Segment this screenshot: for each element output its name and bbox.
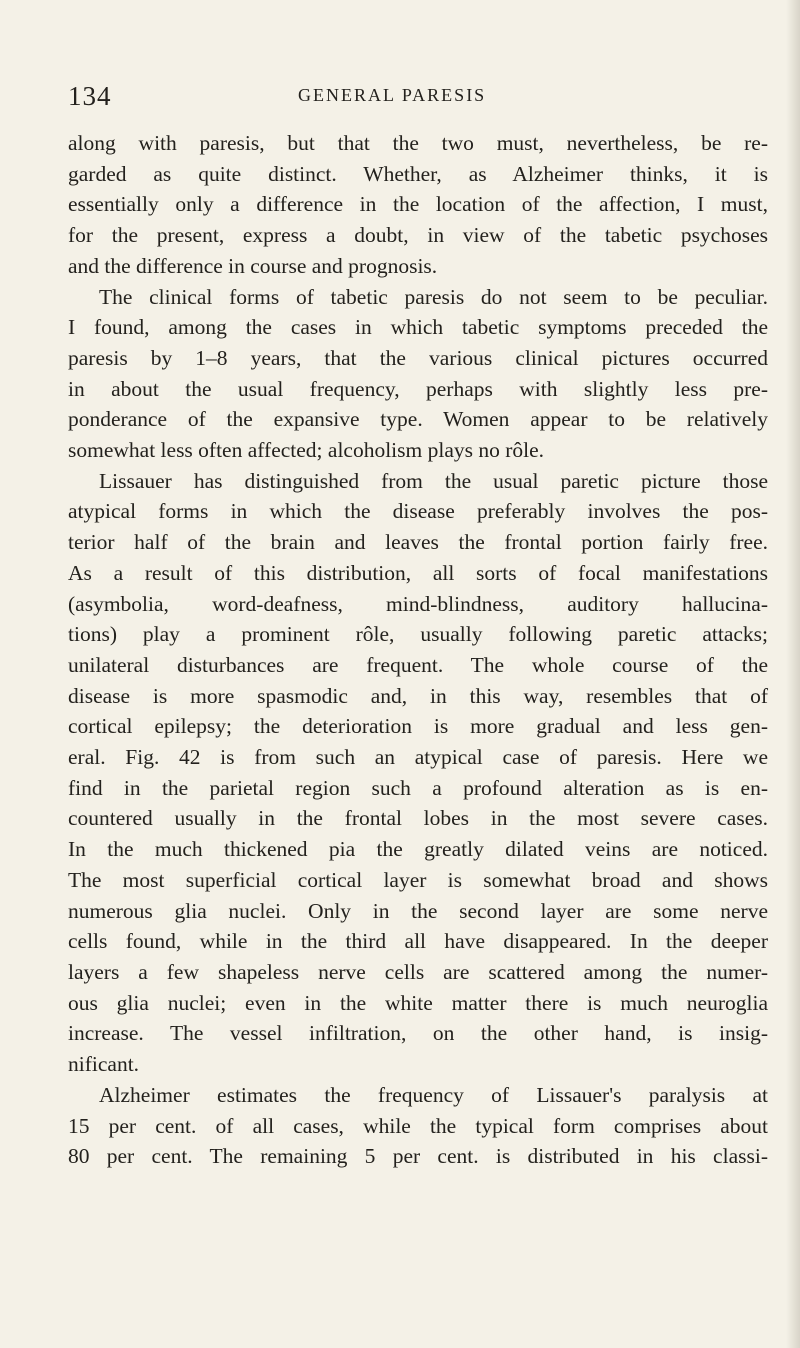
text-line: essentially only a difference in the location of the affection, I must, bbox=[68, 192, 768, 217]
text-line: The clinical forms of tabetic paresis do not seem to be peculiar. bbox=[99, 284, 768, 309]
text-line: atypical forms in which the disease preferably involves the pos- bbox=[68, 499, 768, 524]
text-line: I found, among the cases in which tabetic symptoms preceded the bbox=[68, 315, 768, 340]
text-line: countered usually in the frontal lobes in the most severe cases. bbox=[68, 806, 768, 831]
text-line: Alzheimer estimates the frequency of Lissauer's paralysis at bbox=[99, 1082, 768, 1107]
text-line: tions) play a prominent rôle, usually following paretic attacks; bbox=[68, 622, 768, 647]
text-line: in about the usual frequency, perhaps with slightly less pre- bbox=[68, 376, 768, 401]
text-line: increase. The vessel infiltration, on the other hand, is insig- bbox=[68, 1021, 768, 1046]
body-text bbox=[68, 128, 768, 1172]
text-line: numerous glia nuclei. Only in the second layer are some nerve bbox=[68, 898, 768, 923]
text-line: find in the parietal region such a profound alteration as is en- bbox=[68, 775, 768, 800]
text-line: and the difference in course and prognosis. bbox=[68, 253, 438, 278]
text-line: terior half of the brain and leaves the frontal portion fairly free. bbox=[68, 530, 768, 555]
text-line: 80 per cent. The remaining 5 per cent. is distributed in his classi- bbox=[68, 1144, 768, 1169]
text-line: layers a few shapeless nerve cells are scattered among the numer- bbox=[68, 959, 768, 984]
text-line: 15 per cent. of all cases, while the typical form comprises about bbox=[68, 1113, 768, 1138]
running-head: GENERAL PARESIS bbox=[298, 85, 487, 105]
text-line: along with paresis, but that the two must, nevertheless, be re- bbox=[68, 131, 768, 155]
text-line: nificant. bbox=[68, 1052, 140, 1077]
text-line: The most superficial cortical layer is somewhat broad and shows bbox=[68, 867, 768, 892]
text-line: As a result of this distribution, all sorts of focal manifestations bbox=[68, 560, 768, 585]
text-line: In the much thickened pia the greatly dilated veins are noticed. bbox=[68, 837, 768, 862]
page-header bbox=[68, 80, 768, 112]
text-line: Lissauer has distinguished from the usual paretic picture those bbox=[99, 468, 768, 493]
text-line: disease is more spasmodic and, in this way, resembles that of bbox=[68, 683, 768, 708]
text-line: somewhat less often affected; alcoholism plays no rôle. bbox=[68, 438, 545, 463]
text-line: cells found, while in the third all have disappeared. In the deeper bbox=[68, 929, 768, 954]
text-line: for the present, express a doubt, in view of the tabetic psychoses bbox=[68, 223, 768, 248]
text-line: unilateral disturbances are frequent. The whole course of the bbox=[68, 652, 768, 677]
text-line: eral. Fig. 42 is from such an atypical case of paresis. Here we bbox=[68, 745, 768, 770]
page-number: 134 bbox=[68, 81, 112, 111]
page-edge-shadow bbox=[786, 0, 800, 1348]
text-line: paresis by 1–8 years, that the various clinical pictures occurred bbox=[68, 345, 768, 370]
text-line: garded as quite distinct. Whether, as Alzheimer thinks, it is bbox=[68, 161, 768, 186]
text-line: cortical epilepsy; the deterioration is more gradual and less gen- bbox=[68, 714, 768, 739]
text-line: ous glia nuclei; even in the white matter there is much neuroglia bbox=[68, 990, 768, 1015]
text-line: ponderance of the expansive type. Women appear to be relatively bbox=[68, 407, 768, 432]
text-line: (asymbolia, word-deafness, mind-blindness, auditory hallucina- bbox=[68, 591, 768, 616]
